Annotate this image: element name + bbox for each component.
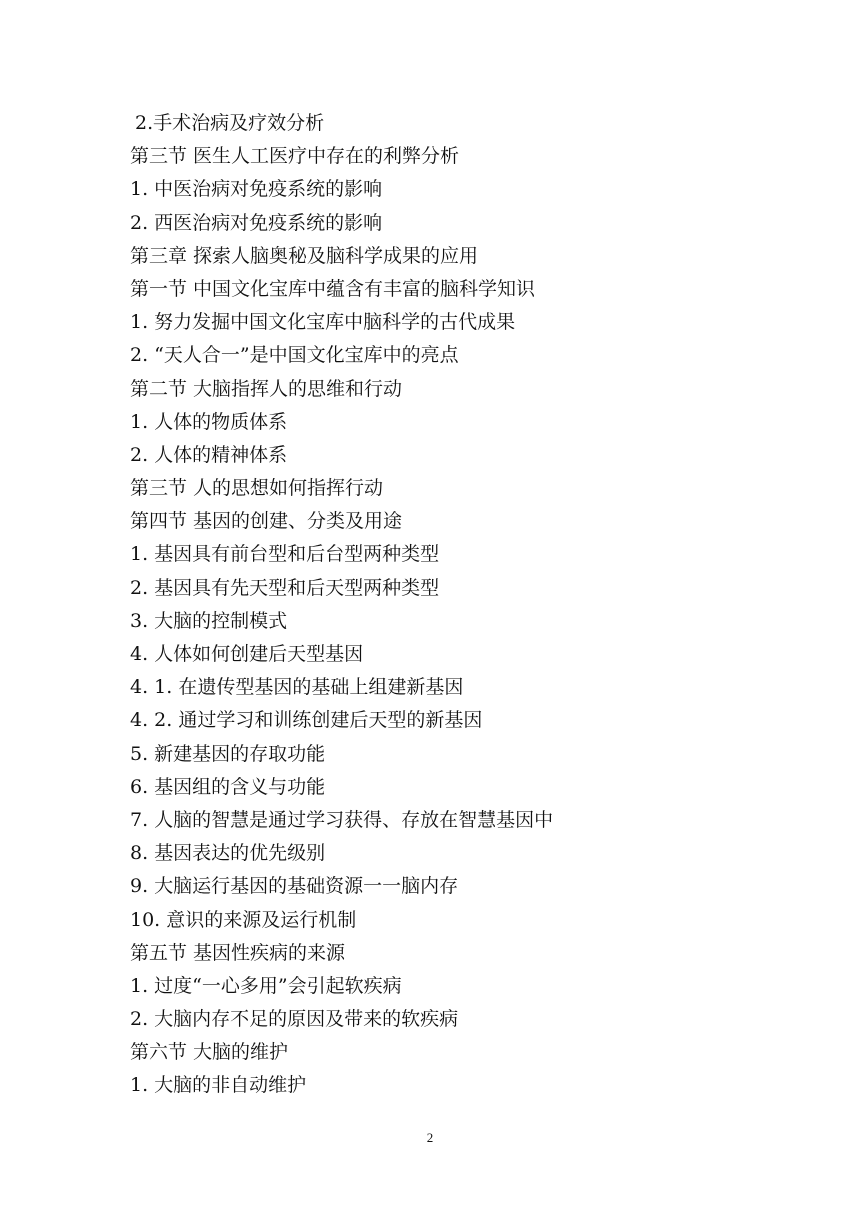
toc-entry: 2. 人体的精神体系 <box>130 443 288 466</box>
toc-entry: 1. 中医治病对免疫系统的影响 <box>130 178 383 201</box>
toc-entry: 8. 基因表达的优先级别 <box>130 842 326 865</box>
toc-section-heading: 第五节 基因性疾病的来源 <box>130 941 346 964</box>
toc-entry: 5. 新建基因的存取功能 <box>130 742 326 765</box>
toc-entry: 1. 人体的物质体系 <box>130 410 288 433</box>
toc-entry: 2. 基因具有先天型和后天型两种类型 <box>130 576 440 599</box>
toc-section-heading: 第三节 医生人工医疗中存在的利弊分析 <box>130 145 460 168</box>
toc-section-heading: 第四节 基因的创建、分类及用途 <box>130 510 403 533</box>
toc-section-heading: 第三节 人的思想如何指挥行动 <box>130 477 384 500</box>
page-number: 2 <box>426 1130 434 1145</box>
toc-entry: 1. 基因具有前台型和后台型两种类型 <box>130 543 440 566</box>
toc-entry: 10. 意识的来源及运行机制 <box>130 908 357 931</box>
toc-entry: 1. 大脑的非自动维护 <box>130 1074 307 1097</box>
toc-entry: 2. “天人合一”是中国文化宝库中的亮点 <box>130 344 459 367</box>
toc-entry: 3. 大脑的控制模式 <box>130 609 288 632</box>
toc-entry: 2.手术治病及疗效分析 <box>135 112 325 134</box>
toc-entry: 2. 西医治病对免疫系统的影响 <box>130 211 383 234</box>
toc-section-heading: 第二节 大脑指挥人的思维和行动 <box>130 377 403 400</box>
toc-subentry: 4. 1. 在遗传型基因的基础上组建新基因 <box>130 676 464 699</box>
toc-entry: 1. 过度“一心多用”会引起软疾病 <box>130 974 402 997</box>
toc-subentry: 4. 2. 通过学习和训练创建后天型的新基因 <box>130 709 483 732</box>
table-of-contents <box>130 107 790 1103</box>
toc-entry: 2. 大脑内存不足的原因及带来的软疾病 <box>130 1008 459 1031</box>
toc-chapter-heading: 第三章 探索人脑奥秘及脑科学成果的应用 <box>130 244 479 267</box>
toc-entry: 7. 人脑的智慧是通过学习获得、存放在智慧基因中 <box>130 808 554 831</box>
toc-entry: 4. 人体如何创建后天型基因 <box>130 643 364 665</box>
toc-entry: 9. 大脑运行基因的基础资源一一脑内存 <box>130 875 459 898</box>
toc-entry: 1. 努力发掘中国文化宝库中脑科学的古代成果 <box>130 311 516 334</box>
toc-section-heading: 第一节 中国文化宝库中蕴含有丰富的脑科学知识 <box>130 277 536 300</box>
toc-section-heading: 第六节 大脑的维护 <box>130 1041 289 1064</box>
toc-entry: 6. 基因组的含义与功能 <box>130 775 326 798</box>
